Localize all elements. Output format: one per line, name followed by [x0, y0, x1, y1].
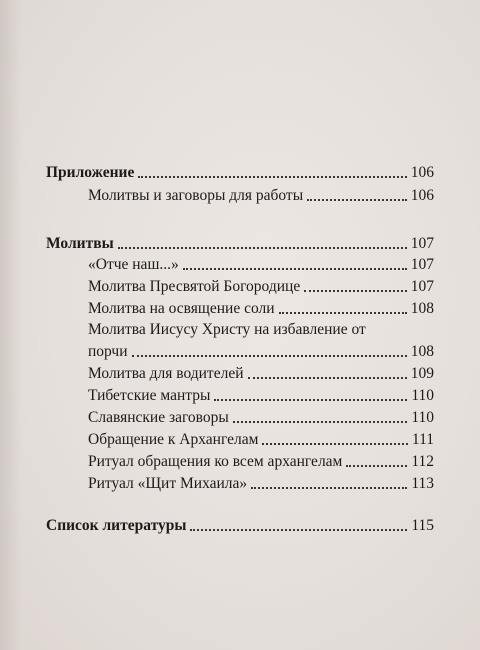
dot-leader — [279, 312, 407, 314]
dot-leader — [262, 443, 407, 445]
dot-leader — [132, 355, 407, 357]
toc-entry-page: 107 — [410, 256, 434, 273]
dot-leader — [118, 247, 407, 249]
toc-entry-jesus-line1: Молитва Иисусу Христу на избавление от — [88, 321, 366, 338]
toc-entry-title: «Отче наш...» — [88, 256, 179, 273]
dot-leader — [138, 176, 406, 178]
toc-entry-title: Ритуал «Щит Михаила» — [88, 475, 248, 492]
dot-leader — [190, 529, 407, 531]
toc-entry-title: порчи — [88, 343, 128, 360]
toc-entry-page: 107 — [410, 235, 434, 252]
dot-leader — [214, 399, 407, 401]
toc-entry-appendix — [46, 163, 434, 183]
dot-leader — [346, 465, 407, 467]
toc-entry-title: Обращение к Архангелам — [88, 431, 259, 448]
toc-entry-archangels — [88, 430, 434, 450]
toc-entry-page: 106 — [410, 164, 434, 181]
toc-entry-page: 107 — [410, 278, 434, 295]
toc-entry-prayers — [46, 234, 434, 254]
toc-entry-page: 115 — [411, 517, 434, 534]
toc-entry-title: Приложение — [46, 164, 135, 181]
toc-entry-tibetan-mantras — [88, 386, 434, 406]
toc-entry-title: Молитвы и заговоры для работы — [88, 187, 304, 204]
toc-entry-title: Молитва для водителей — [88, 365, 244, 382]
dot-leader — [248, 377, 407, 379]
toc-entry-salt — [88, 299, 434, 319]
toc-entry-all-archangels-ritual — [88, 452, 434, 472]
toc-entry-page: 106 — [410, 187, 434, 204]
toc-entry-page: 109 — [410, 365, 434, 382]
toc-entry-jesus — [88, 342, 434, 362]
toc-entry-page: 110 — [411, 387, 434, 404]
toc-entry-page: 112 — [411, 453, 434, 470]
dot-leader — [307, 199, 407, 201]
toc-entry-title: Список литературы — [46, 517, 187, 534]
dot-leader — [251, 487, 407, 489]
toc-entry-page: 113 — [411, 475, 434, 492]
dot-leader — [233, 421, 408, 423]
toc-entry-page: 111 — [411, 431, 434, 448]
toc-entry-michael-shield — [88, 474, 434, 494]
toc-entry-page: 108 — [410, 343, 434, 360]
toc-entry-our-father — [88, 255, 434, 275]
toc-entry-page: 108 — [410, 300, 434, 317]
toc-entry-slavic-spells — [88, 408, 434, 428]
toc-entry-title: Молитва на освящение соли — [88, 300, 275, 317]
toc-entry-page: 110 — [411, 409, 434, 426]
toc-entry-title: Молитвы — [46, 235, 114, 252]
toc-entry-drivers — [88, 364, 434, 384]
toc-entry-title: Тибетские мантры — [88, 387, 211, 404]
dot-leader — [304, 290, 407, 292]
toc-entry-title: Ритуал обращения ко всем архангелам — [88, 453, 343, 470]
dot-leader — [183, 268, 407, 270]
toc-entry-title: Славянские заговоры — [88, 409, 229, 426]
toc-entry-work-prayers — [88, 186, 434, 206]
toc-entry-title: Молитва Пресвятой Богородице — [88, 278, 301, 295]
toc-entry-theotokos — [88, 277, 434, 297]
toc-entry-bibliography — [46, 516, 434, 536]
